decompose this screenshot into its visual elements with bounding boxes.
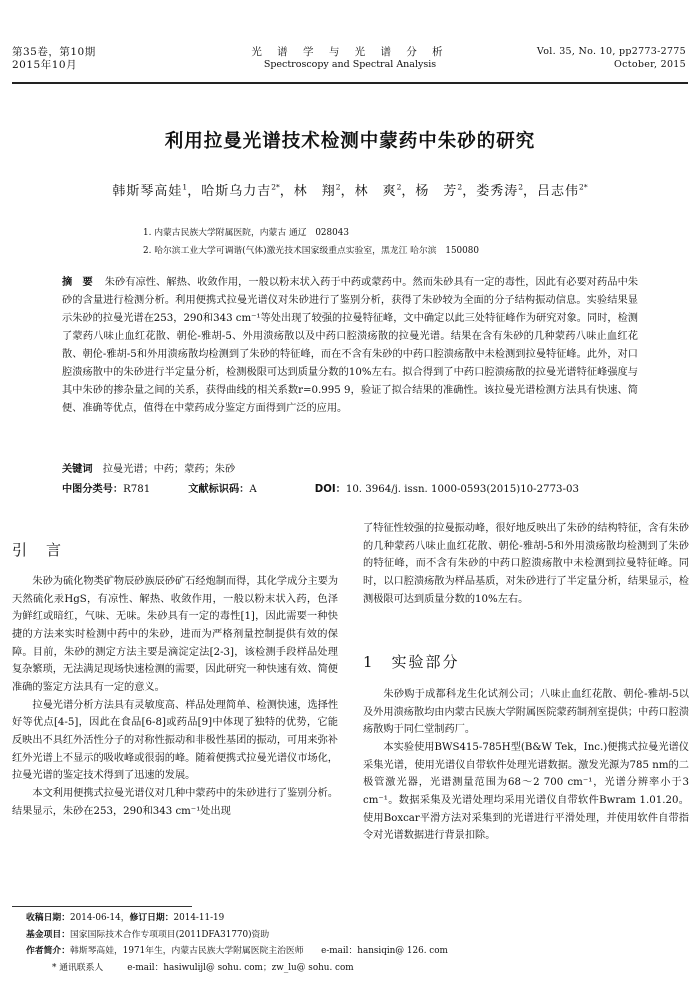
footnote-dates: [26, 910, 448, 927]
author-sup: 2: [396, 182, 402, 192]
doc-code-value: A: [249, 484, 257, 495]
revised-date: 2014-11-19: [173, 913, 225, 923]
affiliation-1: 1. 内蒙古民族大学附属医院，内蒙古 通辽 028043: [143, 228, 349, 238]
abstract-text: 朱砂有凉性、解热、收敛作用，一般以粉末状入药于中药或蒙药中。然而朱砂具有一定的毒性，因此有必要对药品中朱砂的含量进行检测分析。利用便携式拉曼光谱仪对朱砂进行了鉴别分析，获得了朱砂较为全面的分子结构振动信息。实验结果显示朱砂的拉曼光谱在253，290和343 cm⁻¹等处出现了较强的拉曼特征峰，文中确定以此三处特征峰作为研究对象。同时，检测了蒙药八味止血红花散、朝伦-雅胡-5、外用溃疡散以及中药口腔溃疡散的拉曼光谱。结果在含有朱砂的几种蒙药八味止血红花散、朝伦-雅胡-5和外用溃疡散均检测到了朱砂的特征峰，而在不含有朱砂的中药口腔溃疡散中未检测到拉曼特征峰。此外，对口腔溃疡散中的朱砂进行半定量分析，检测极限可达到质量分数的10%左右。拟合得到了中药口腔溃疡散的拉曼光谱特征峰强度与其中朱砂的掺杂量之间的关系，获得曲线的相关系数r=0.995 9，验证了拟合结果的准确性。该拉曼光谱检测方法具有快速、简便、准确等优点，值得在中蒙药成分鉴定方面得到广泛的应用。: [62, 277, 639, 414]
bio-text: 韩斯琴高娃，1971年生，内蒙古民族大学附属医院主治医师 e-mail：hansiqin@ 126. com: [70, 946, 448, 956]
header-center: [200, 46, 500, 71]
date-cn: 2015年10月: [12, 58, 78, 71]
intro-paragraph-3: 本文利用便携式拉曼光谱仪对几种中蒙药中的朱砂进行了鉴别分析。结果显示，朱砂在253，290和343 cm⁻¹处出现: [12, 787, 339, 817]
doi-label: DOI：: [314, 484, 346, 495]
author: 韩斯琴高娃: [112, 184, 183, 199]
author-list: 韩斯琴高娃$^1$，哈斯乌力吉$^{2*}$，林 翔$^2$，林 爽$^2$，杨 芳$^2$，娄秀涛$^2$，吕志伟$^{2*}$: [112, 182, 588, 199]
column-right-bottom: [363, 686, 689, 845]
clc-value: R781: [123, 484, 151, 495]
author: 哈斯乌力吉: [201, 184, 272, 199]
author-sup: 2: [457, 182, 463, 192]
intro-paragraph-1: 朱砂为硫化物类矿物辰砂族辰砂矿石经炮制而得，其化学成分主要为天然硫化汞HgS，有凉性、解热、收敛作用，一般以粉末状入药，色泽为鲜红或暗红，气味、无味。朱砂具有一定的毒性[1]，因此需要一种快捷的方法来实时检测中药中的朱砂，进而为严格剂量控制提供有效的保障。目前，朱砂的测定方法主要是滴淀定法[2-3]，该检测手段样品处理复杂繁琐，无法满足现场快速检测的需要，因此研究一种快速有效、简便准确的鉴定方法具有一定的意义。: [12, 576, 339, 693]
date-en: October, 2015: [614, 58, 686, 70]
keywords-label: 关键词: [62, 464, 93, 475]
experiment-paragraph-1: 朱砂购于成都科龙生化试剂公司；八味止血红花散、朝伦-雅胡-5以及外用溃疡散均由内蒙古民族大学附属医院蒙药制剂室提供；中药口腔溃疡散购于同仁堂制药厂。: [363, 689, 689, 736]
section-experiment-title: 1 实验部分: [363, 653, 460, 671]
footnote-bio: [26, 943, 448, 960]
doc-code-label: 文献标识码：: [188, 484, 250, 495]
abstract-label: 摘 要: [62, 277, 93, 288]
affiliations: [143, 224, 479, 260]
keywords: [62, 461, 235, 479]
intro-paragraph-2: 拉曼光谱分析方法具有灵敏度高、样品处理简单、检测快速，选择性好等优点[4-5]，因此在食品[6-8]或药品[9]中体现了独特的优势，它能反映出不具红外活性分子的对称性振动和非极性基团的振动，可用来弥补红外光谱上不显示的吸收峰或很弱的峰。随着便携式拉曼光谱仪市场化，拉曼光谱的鉴定技术得到了迅速的发展。: [12, 699, 339, 782]
classification-line: [62, 481, 579, 499]
revised-label: 修订日期：: [129, 913, 174, 923]
author-sup: 2: [518, 182, 524, 192]
journal-title-en: Spectroscopy and Spectral Analysis: [263, 58, 437, 70]
footnote-rule: [12, 906, 192, 907]
corr-label: * 通讯联系人: [52, 962, 104, 973]
volume-en: Vol. 35, No. 10, pp2773-2775: [536, 46, 686, 57]
header-rule: [12, 82, 688, 84]
fund-text: 国家国际技术合作专项项目(2011DFA31770)资助: [70, 929, 270, 940]
section-intro-title: 引 言: [12, 541, 64, 559]
keywords-text: 拉曼光谱；中药；蒙药；朱砂: [102, 464, 236, 475]
bio-label: 作者简介：: [26, 946, 70, 956]
footnote-fund: [26, 927, 448, 944]
experiment-paragraph-2: 本实验使用BWS415-785H型(B&W Tek，Inc.)便携式拉曼光谱仪采集光谱，使用光谱仪自带软件处理光谱数据。激发光源为785 nm的二极管激光器，光谱测量范围为68～2 700 cm⁻¹，光谱分辨率小于3 cm⁻¹。数据采集及光谱处理均采用光谱仪自带软件Bwram 1.01.20。使用Boxcar平滑方法对采集到的光谱进行平滑处理，并使用软件自带指令对光谱数据进行背景扣除。: [363, 741, 689, 842]
intro-paragraph-3-continued: 了特征性较强的拉曼振动峰，很好地反映出了朱砂的结构特征，含有朱砂的几种蒙药八味止血红花散、朝伦-雅胡-5和外用溃疡散均检测到了朱砂的特征峰，而不含有朱砂的中药口腔溃疡散中未检测到拉曼特征峰。同时，以口腔溃疡散为样品基质，对朱砂进行了半定量分析，结果显示，检测极限可达到质量分数的10%左右。: [363, 523, 689, 605]
author-sup: 1: [182, 182, 188, 192]
author-sup: 2: [335, 182, 341, 192]
author: 林 爽: [354, 184, 397, 199]
doi-value: 10. 3964/j. issn. 1000-0593(2015)10-2773-03: [345, 484, 579, 495]
footnotes: [26, 910, 448, 976]
fund-label: 基金项目：: [26, 929, 70, 940]
volume-cn: 第35卷，第10期: [12, 46, 96, 58]
author: 吕志伟: [537, 184, 580, 199]
column-right-top: [363, 520, 689, 608]
author: 杨 芳: [415, 184, 458, 199]
column-left: [12, 573, 338, 820]
header-left: [12, 46, 96, 71]
received-label: 收稿日期：: [26, 913, 70, 923]
author: 娄秀涛: [476, 184, 519, 199]
received-date: 2014-06-14，: [70, 913, 130, 923]
author-sup: 2*: [579, 182, 588, 192]
corr-email: e-mail：hasiwulijl@ sohu. com；zw_lu@ sohu. com: [127, 962, 354, 973]
footnote-corresponding: [26, 960, 448, 977]
affiliation-2: 2. 哈尔滨工业大学可调谐(气体)激光技术国家级重点实验室，黑龙江 哈尔滨 150080: [143, 246, 479, 256]
author: 林 翔: [293, 184, 336, 199]
clc-label: 中图分类号：: [62, 484, 124, 495]
header-right: [537, 46, 686, 71]
journal-title-cn: 光 谱 学 与 光 谱 分 析: [251, 46, 449, 58]
author-sup: 2*: [271, 182, 280, 192]
abstract: [62, 274, 638, 418]
paper-title: 利用拉曼光谱技术检测中蒙药中朱砂的研究: [164, 131, 536, 152]
